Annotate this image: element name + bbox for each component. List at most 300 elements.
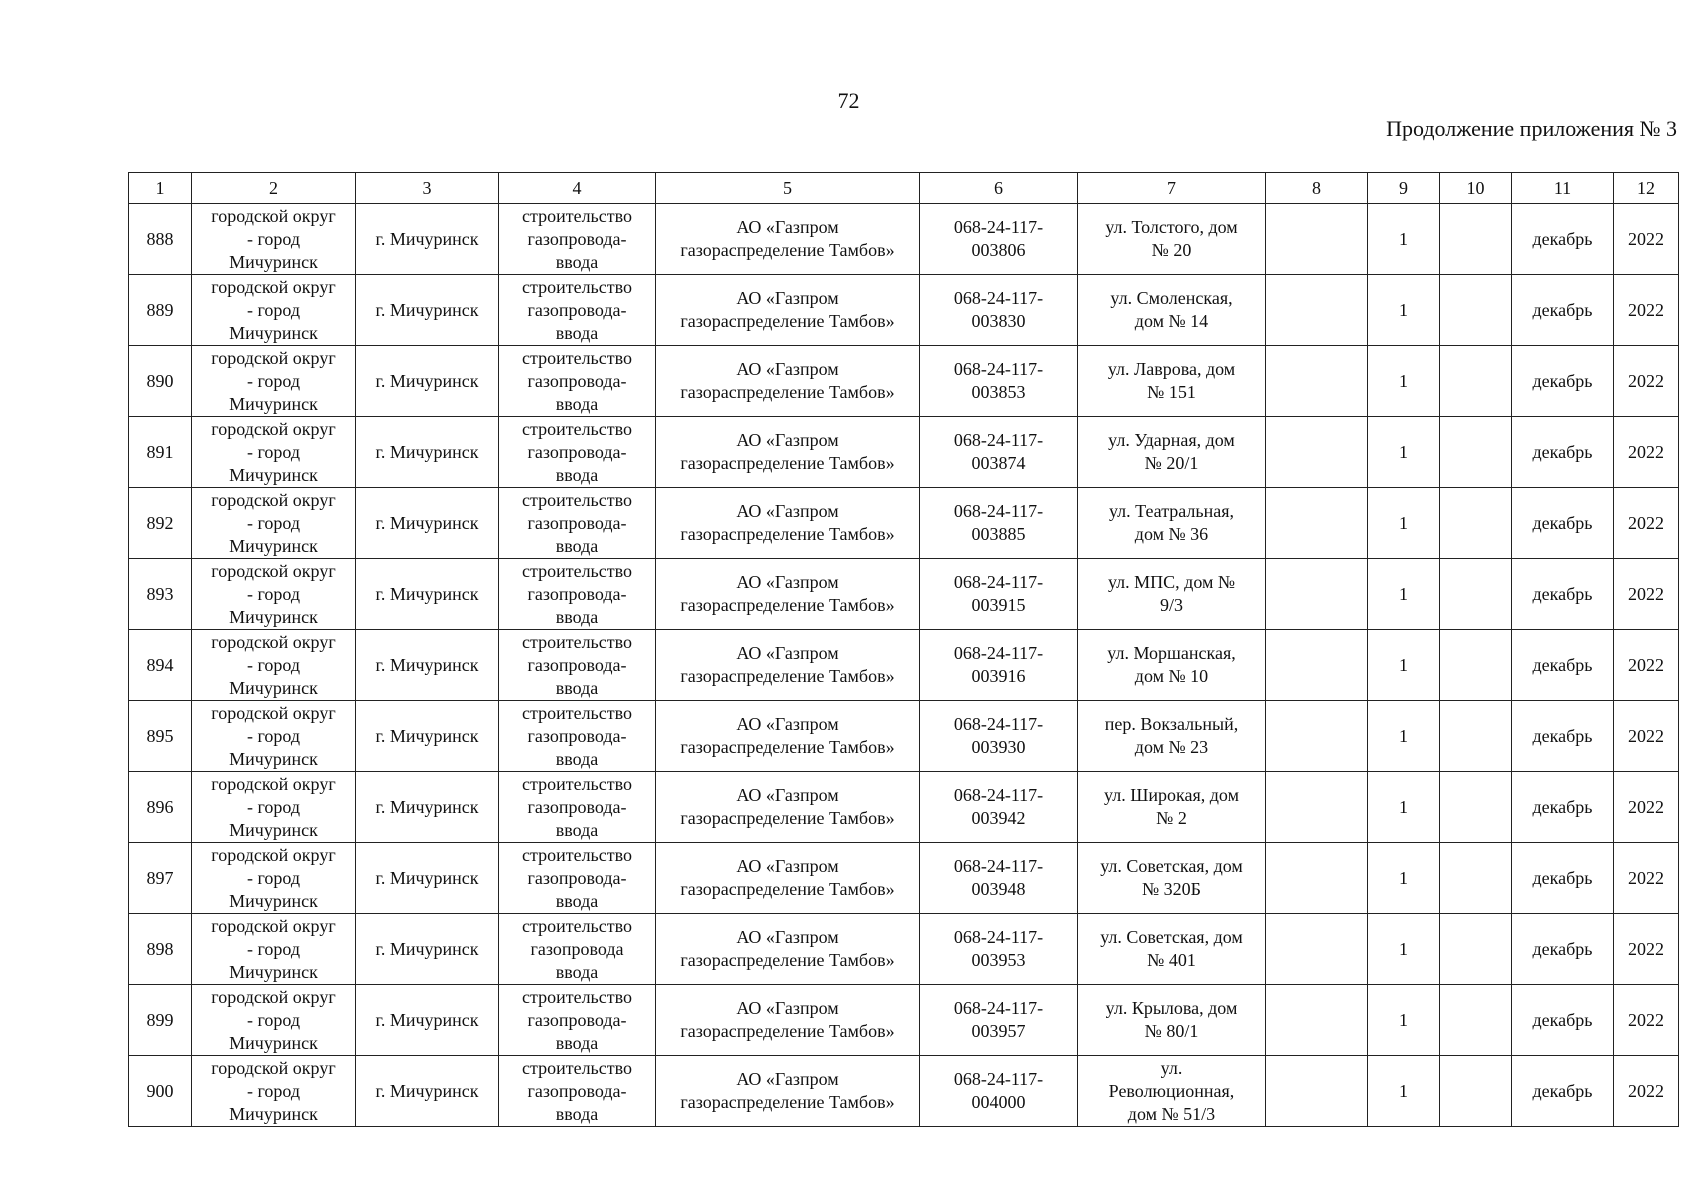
city-cell [356,772,499,843]
city-cell [356,559,499,630]
cell-text-code-1: 068-24-117- [953,785,1044,805]
year-cell [1614,488,1679,559]
table-row [129,1056,1679,1127]
col8-cell [1266,204,1368,275]
cell-text-district-2: - город [246,370,301,391]
row-number [129,701,192,772]
page-number: 72 [837,88,860,113]
cell-text-district-3: Мичуринск [229,535,318,556]
organization-cell [656,772,920,843]
cell-text-work-2: газопровода- [527,512,627,533]
cell-text-district-3: Мичуринск [229,961,318,982]
cell-text-col9: 1 [1399,725,1408,746]
cell-text-addr-1: ул. Советская, дом [1100,856,1243,876]
year-cell [1614,914,1679,985]
cell-text-city: г. Мичуринск [375,867,479,888]
cell-text-district-3: Мичуринск [229,606,318,627]
cell-text-district-2: - город [246,299,301,320]
cell-text-org-2: газораспределение Тамбов» [680,311,895,331]
cell-text-code-1: 068-24-117- [953,856,1044,876]
cell-text-addr-1: ул. [1160,1057,1183,1078]
cell-text-code-1: 068-24-117- [953,217,1044,237]
cell-text-code-2: 003916 [971,666,1026,686]
row-number [129,914,192,985]
month-cell [1512,701,1614,772]
cell-text-num: 897 [146,867,174,888]
row-number [129,1056,192,1127]
column-header: 7 [1078,173,1266,204]
cell-text-num: 894 [146,654,174,675]
cell-text-work-1: строительство [522,986,632,1007]
cell-text-col9: 1 [1399,370,1408,391]
cell-text-city: г. Мичуринск [375,1080,479,1101]
cell-text-district-3: Мичуринск [229,393,318,414]
cell-text-code-2: 003930 [971,737,1026,757]
cell-text-year: 2022 [1628,654,1664,675]
cell-text-district-3: Мичуринск [229,322,318,343]
row-number [129,488,192,559]
month-cell [1512,772,1614,843]
column-header: 1 [129,173,192,204]
city-cell [356,630,499,701]
quantity-cell [1368,843,1440,914]
address-cell [1078,843,1266,914]
year-cell [1614,204,1679,275]
city-cell [356,985,499,1056]
city-cell [356,843,499,914]
quantity-cell [1368,559,1440,630]
object-code-cell [920,204,1078,275]
city-cell [356,275,499,346]
cell-text-district-2: - город [246,228,301,249]
cell-text-num: 898 [146,938,174,959]
cell-text-code-2: 004000 [971,1092,1026,1112]
cell-text-month: декабрь [1532,938,1593,959]
cell-text-org-1: АО «Газпром [736,856,839,876]
cell-text-work-1: строительство [522,773,632,794]
cell-text-addr-3: дом № 51/3 [1127,1103,1216,1124]
cell-text-work-3: ввода [555,393,599,414]
object-code-cell [920,772,1078,843]
cell-text-code-2: 003957 [971,1021,1026,1041]
col10-cell [1440,772,1512,843]
table-row [129,346,1679,417]
cell-text-city: г. Мичуринск [375,725,479,746]
work-type-cell [499,701,656,772]
year-cell [1614,417,1679,488]
district-cell [192,417,356,488]
cell-text-work-2: газопровода- [527,370,627,391]
cell-text-code-1: 068-24-117- [953,1069,1044,1089]
cell-text-org-2: газораспределение Тамбов» [680,879,895,899]
cell-text-year: 2022 [1628,299,1664,320]
table-row [129,417,1679,488]
cell-text-year: 2022 [1628,796,1664,817]
table-row [129,488,1679,559]
cell-text-work-1: строительство [522,702,632,723]
col10-cell [1440,275,1512,346]
cell-text-work-2: газопровода- [527,1009,627,1030]
cell-text-org-1: АО «Газпром [736,643,839,663]
quantity-cell [1368,914,1440,985]
cell-text-district-3: Мичуринск [229,748,318,769]
table-row [129,914,1679,985]
cell-text-addr-2: № 80/1 [1144,1021,1199,1041]
cell-text-month: декабрь [1532,1009,1593,1030]
district-cell [192,346,356,417]
col10-cell [1440,701,1512,772]
object-code-cell [920,417,1078,488]
quantity-cell [1368,630,1440,701]
cell-text-district-2: - город [246,796,301,817]
cell-text-month: декабрь [1532,725,1593,746]
cell-text-org-1: АО «Газпром [736,430,839,450]
cell-text-addr-1: ул. Советская, дом [1100,927,1243,947]
cell-text-district-1: городской округ [211,560,336,581]
cell-text-work-3: ввода [555,890,599,911]
cell-text-code-2: 003948 [971,879,1026,899]
cell-text-month: декабрь [1532,228,1593,249]
district-cell [192,843,356,914]
table-row [129,275,1679,346]
month-cell [1512,559,1614,630]
organization-cell [656,630,920,701]
col10-cell [1440,559,1512,630]
cell-text-code-2: 003942 [971,808,1026,828]
col8-cell [1266,843,1368,914]
cell-text-org-2: газораспределение Тамбов» [680,240,895,260]
cell-text-code-2: 003806 [971,240,1026,260]
cell-text-org-2: газораспределение Тамбов» [680,524,895,544]
cell-text-org-2: газораспределение Тамбов» [680,453,895,473]
work-type-cell [499,417,656,488]
cell-text-code-2: 003830 [971,311,1026,331]
cell-text-district-3: Мичуринск [229,890,318,911]
address-cell [1078,559,1266,630]
district-cell [192,488,356,559]
cell-text-org-1: АО «Газпром [736,359,839,379]
cell-text-work-2: газопровода- [527,441,627,462]
cell-text-year: 2022 [1628,583,1664,604]
cell-text-addr-2: дом № 36 [1134,524,1209,544]
cell-text-city: г. Мичуринск [375,796,479,817]
city-cell [356,417,499,488]
cell-text-work-2: газопровода- [527,654,627,675]
cell-text-num: 889 [146,299,174,320]
city-cell [356,701,499,772]
quantity-cell [1368,701,1440,772]
table-row [129,985,1679,1056]
address-cell [1078,701,1266,772]
month-cell [1512,417,1614,488]
cell-text-addr-1: ул. Крылова, дом [1105,998,1238,1018]
cell-text-district-1: городской округ [211,347,336,368]
cell-text-city: г. Мичуринск [375,441,479,462]
cell-text-year: 2022 [1628,867,1664,888]
header-row [129,173,1679,204]
cell-text-addr-2: № 20 [1151,240,1192,260]
address-cell [1078,630,1266,701]
row-number [129,417,192,488]
city-cell [356,1056,499,1127]
month-cell [1512,1056,1614,1127]
cell-text-code-2: 003874 [971,453,1026,473]
cell-text-addr-2: № 20/1 [1144,453,1199,473]
cell-text-addr-2: № 151 [1147,382,1196,402]
col8-cell [1266,417,1368,488]
year-cell [1614,1056,1679,1127]
row-number [129,346,192,417]
cell-text-addr-1: ул. Моршанская, [1107,643,1236,663]
col10-cell [1440,488,1512,559]
work-type-cell [499,275,656,346]
row-number [129,772,192,843]
cell-text-org-1: АО «Газпром [736,714,839,734]
col8-cell [1266,559,1368,630]
cell-text-addr-2: № 2 [1156,808,1187,828]
cell-text-num: 893 [146,583,174,604]
cell-text-addr-2: 9/3 [1159,595,1183,615]
cell-text-org-1: АО «Газпром [736,217,839,237]
work-type-cell [499,559,656,630]
col8-cell [1266,772,1368,843]
cell-text-district-2: - город [246,441,301,462]
cell-text-addr-1: ул. Ударная, дом [1108,430,1235,450]
organization-cell [656,1056,920,1127]
district-cell [192,985,356,1056]
cell-text-addr-1: ул. Широкая, дом [1104,785,1239,805]
cell-text-work-1: строительство [522,844,632,865]
row-number [129,630,192,701]
column-header: 12 [1614,173,1679,204]
city-cell [356,914,499,985]
work-type-cell [499,346,656,417]
cell-text-org-1: АО «Газпром [736,572,839,592]
cell-text-work-1: строительство [522,418,632,439]
object-code-cell [920,843,1078,914]
cell-text-work-2: газопровода- [527,228,627,249]
col8-cell [1266,701,1368,772]
organization-cell [656,204,920,275]
work-type-cell [499,630,656,701]
cell-text-work-2: газопровода- [527,796,627,817]
cell-text-col9: 1 [1399,867,1408,888]
cell-text-addr-2: Революционная, [1108,1080,1235,1101]
cell-text-year: 2022 [1628,938,1664,959]
year-cell [1614,275,1679,346]
quantity-cell [1368,985,1440,1056]
cell-text-month: декабрь [1532,1080,1593,1101]
cell-text-addr-2: дом № 14 [1134,311,1209,331]
cell-text-addr-2: дом № 23 [1134,737,1209,757]
cell-text-district-1: городской округ [211,489,336,510]
cell-text-org-2: газораспределение Тамбов» [680,737,895,757]
col8-cell [1266,346,1368,417]
district-cell [192,1056,356,1127]
year-cell [1614,701,1679,772]
cell-text-city: г. Мичуринск [375,512,479,533]
table-row [129,204,1679,275]
cell-text-org-1: АО «Газпром [736,927,839,947]
address-cell [1078,275,1266,346]
cell-text-work-2: газопровода- [527,725,627,746]
table-row [129,772,1679,843]
cell-text-work-2: газопровода- [527,1080,627,1101]
cell-text-addr-2: № 320Б [1141,879,1201,899]
cell-text-month: декабрь [1532,441,1593,462]
cell-text-work-3: ввода [555,322,599,343]
row-number [129,275,192,346]
address-cell [1078,914,1266,985]
cell-text-work-1: строительство [522,1057,632,1078]
address-cell [1078,417,1266,488]
col8-cell [1266,275,1368,346]
cell-text-code-1: 068-24-117- [953,572,1044,592]
district-cell [192,772,356,843]
cell-text-month: декабрь [1532,370,1593,391]
cell-text-district-1: городской округ [211,986,336,1007]
cell-text-city: г. Мичуринск [375,370,479,391]
column-header: 11 [1512,173,1614,204]
cell-text-work-3: ввода [555,251,599,272]
object-code-cell [920,701,1078,772]
col8-cell [1266,1056,1368,1127]
cell-text-addr-2: дом № 10 [1134,666,1209,686]
work-type-cell [499,985,656,1056]
cell-text-district-3: Мичуринск [229,677,318,698]
column-header: 9 [1368,173,1440,204]
cell-text-year: 2022 [1628,370,1664,391]
cell-text-code-1: 068-24-117- [953,714,1044,734]
cell-text-org-2: газораспределение Тамбов» [680,808,895,828]
cell-text-num: 899 [146,1009,174,1030]
cell-text-col9: 1 [1399,938,1408,959]
cell-text-district-1: городской округ [211,773,336,794]
cell-text-district-1: городской округ [211,1057,336,1078]
cell-text-code-2: 003915 [971,595,1026,615]
organization-cell [656,417,920,488]
month-cell [1512,488,1614,559]
cell-text-district-1: городской округ [211,276,336,297]
cell-text-work-1: строительство [522,205,632,226]
object-code-cell [920,630,1078,701]
year-cell [1614,630,1679,701]
cell-text-code-1: 068-24-117- [953,643,1044,663]
cell-text-num: 892 [146,512,174,533]
table-row [129,843,1679,914]
cell-text-col9: 1 [1399,299,1408,320]
cell-text-org-2: газораспределение Тамбов» [680,1021,895,1041]
cell-text-org-1: АО «Газпром [736,998,839,1018]
cell-text-work-1: строительство [522,489,632,510]
cell-text-addr-2: № 401 [1147,950,1196,970]
object-code-cell [920,275,1078,346]
quantity-cell [1368,417,1440,488]
cell-text-addr-1: пер. Вокзальный, [1104,714,1239,734]
cell-text-district-2: - город [246,725,301,746]
column-header: 6 [920,173,1078,204]
organization-cell [656,488,920,559]
quantity-cell [1368,488,1440,559]
table-row [129,559,1679,630]
cell-text-work-3: ввода [555,961,599,982]
cell-text-year: 2022 [1628,228,1664,249]
col10-cell [1440,417,1512,488]
cell-text-code-2: 003853 [971,382,1026,402]
cell-text-district-2: - город [246,512,301,533]
cell-text-work-3: ввода [555,1103,599,1124]
cell-text-month: декабрь [1532,867,1593,888]
row-number [129,985,192,1056]
cell-text-work-3: ввода [555,606,599,627]
cell-text-district-2: - город [246,654,301,675]
month-cell [1512,985,1614,1056]
col10-cell [1440,914,1512,985]
cell-text-num: 888 [146,228,174,249]
cell-text-org-2: газораспределение Тамбов» [680,950,895,970]
cell-text-year: 2022 [1628,512,1664,533]
cell-text-district-3: Мичуринск [229,464,318,485]
registry-table [128,172,1679,1127]
district-cell [192,204,356,275]
cell-text-work-3: ввода [555,535,599,556]
cell-text-code-1: 068-24-117- [953,288,1044,308]
cell-text-district-2: - город [246,938,301,959]
cell-text-code-1: 068-24-117- [953,430,1044,450]
cell-text-col9: 1 [1399,796,1408,817]
month-cell [1512,346,1614,417]
organization-cell [656,346,920,417]
cell-text-org-1: АО «Газпром [736,288,839,308]
cell-text-district-3: Мичуринск [229,1032,318,1053]
address-cell [1078,346,1266,417]
cell-text-addr-1: ул. Лаврова, дом [1107,359,1236,379]
cell-text-month: декабрь [1532,512,1593,533]
cell-text-code-2: 003885 [971,524,1026,544]
organization-cell [656,914,920,985]
col8-cell [1266,914,1368,985]
cell-text-col9: 1 [1399,228,1408,249]
cell-text-col9: 1 [1399,512,1408,533]
cell-text-work-3: ввода [555,819,599,840]
cell-text-district-1: городской округ [211,205,336,226]
cell-text-city: г. Мичуринск [375,938,479,959]
object-code-cell [920,914,1078,985]
cell-text-org-2: газораспределение Тамбов» [680,1092,895,1112]
col10-cell [1440,630,1512,701]
cell-text-city: г. Мичуринск [375,583,479,604]
work-type-cell [499,772,656,843]
year-cell [1614,985,1679,1056]
month-cell [1512,843,1614,914]
cell-text-col9: 1 [1399,654,1408,675]
cell-text-district-2: - город [246,867,301,888]
cell-text-work-1: строительство [522,631,632,652]
col10-cell [1440,346,1512,417]
cell-text-col9: 1 [1399,1080,1408,1101]
cell-text-city: г. Мичуринск [375,1009,479,1030]
district-cell [192,275,356,346]
cell-text-work-1: строительство [522,276,632,297]
table-row [129,701,1679,772]
column-header: 3 [356,173,499,204]
district-cell [192,559,356,630]
cell-text-month: декабрь [1532,654,1593,675]
cell-text-year: 2022 [1628,725,1664,746]
cell-text-org-1: АО «Газпром [736,1069,839,1089]
cell-text-city: г. Мичуринск [375,654,479,675]
object-code-cell [920,346,1078,417]
